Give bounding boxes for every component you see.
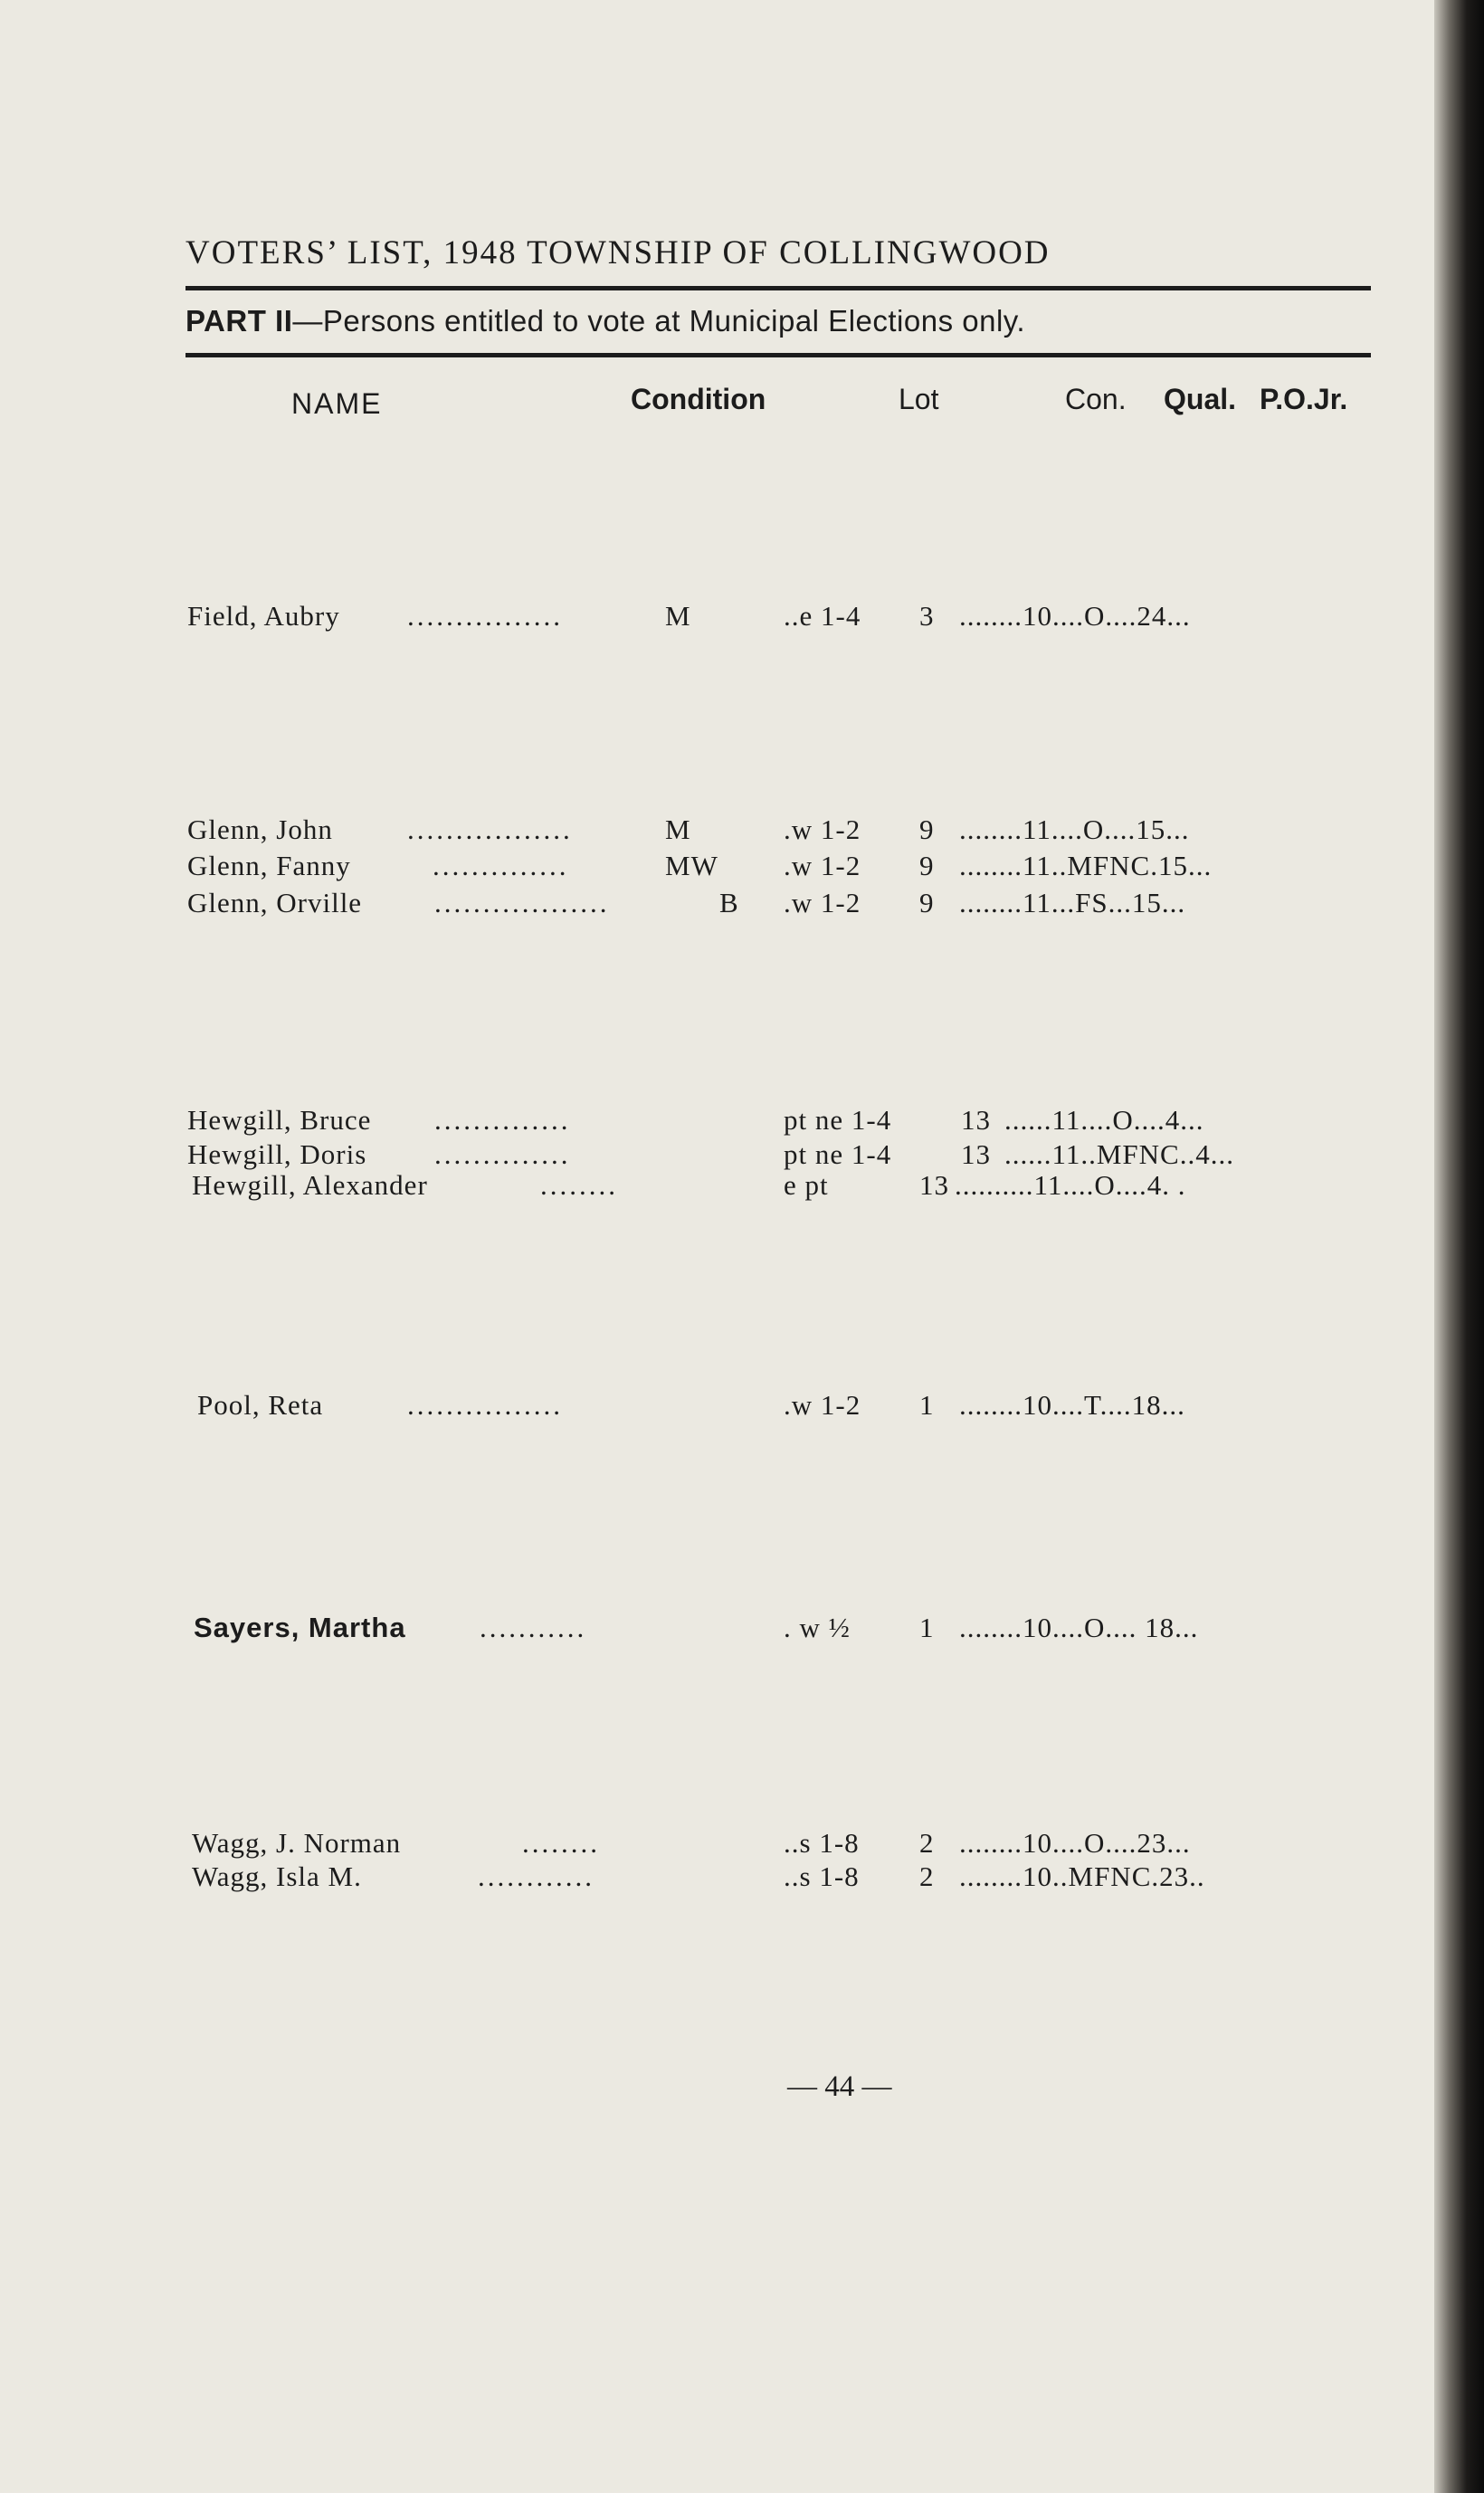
leader-dots: .............. xyxy=(434,1138,571,1170)
leader-dots: .................. xyxy=(434,887,610,918)
voter-name: Hewgill, Doris xyxy=(187,1138,367,1170)
leader-dots: ................ xyxy=(407,600,563,632)
voter-con: 9 xyxy=(919,887,935,918)
voter-qualification: ........10..MFNC.23.. xyxy=(959,1860,1205,1892)
voter-con: 9 xyxy=(919,850,935,881)
list-item xyxy=(0,600,1434,636)
column-header-name: NAME xyxy=(291,387,383,420)
page-title: VOTERS’ LIST, 1948 TOWNSHIP OF COLLINGWOOD xyxy=(186,234,1051,271)
column-header-pojr: P.O.Jr. xyxy=(1260,383,1348,415)
voter-condition: B xyxy=(719,887,739,918)
voter-condition: MW xyxy=(665,850,718,881)
voter-con: 1 xyxy=(919,1389,935,1421)
list-item xyxy=(0,1860,1434,1897)
voter-condition: M xyxy=(665,814,691,845)
page-number: — 44 — xyxy=(787,2070,892,2103)
voter-qualification: ........10....O....23... xyxy=(959,1827,1191,1859)
voter-con: 2 xyxy=(919,1860,935,1892)
voter-con: 1 xyxy=(919,1612,935,1643)
voter-qualification: ........11...FS...15... xyxy=(959,887,1186,918)
voter-lot: pt ne 1-4 xyxy=(784,1104,892,1136)
leader-dots: ................. xyxy=(407,814,573,845)
voter-qualification: ........11....O....15... xyxy=(959,814,1190,845)
list-item xyxy=(0,887,1434,923)
voter-name: Glenn, Fanny xyxy=(187,850,351,881)
voter-con: 13 xyxy=(961,1104,991,1136)
column-header-qual: Qual. xyxy=(1164,383,1237,415)
column-header-condition: Condition xyxy=(631,383,766,415)
voter-lot: e pt xyxy=(784,1169,829,1201)
voter-name: Glenn, John xyxy=(187,814,333,845)
voter-con: 2 xyxy=(919,1827,935,1859)
voter-con: 9 xyxy=(919,814,935,845)
voter-name: Wagg, Isla M. xyxy=(192,1860,362,1892)
voter-qualification: ........10....O....24... xyxy=(959,600,1191,632)
voter-lot: .w 1-2 xyxy=(784,887,861,918)
voter-lot: ..s 1-8 xyxy=(784,1860,860,1892)
voter-qualification: ......11....O....4... xyxy=(1004,1104,1204,1136)
voter-qualification: ..........11....O....4. . xyxy=(955,1169,1186,1201)
column-header-con: Con. xyxy=(1065,383,1127,415)
part-description: —Persons entitled to vote at Municipal Elections only. xyxy=(292,304,1026,338)
list-item xyxy=(0,1827,1434,1863)
leader-dots: ................ xyxy=(407,1389,563,1421)
list-item xyxy=(0,1389,1434,1425)
voter-lot: ..e 1-4 xyxy=(784,600,861,632)
voter-lot: .w 1-2 xyxy=(784,1389,861,1421)
leader-dots: ........... xyxy=(480,1612,587,1643)
book-binding-edge xyxy=(1434,0,1484,2493)
voter-con: 13 xyxy=(919,1169,949,1201)
voter-lot: ..s 1-8 xyxy=(784,1827,860,1859)
voter-lot: .w 1-2 xyxy=(784,850,861,881)
leader-dots: ............ xyxy=(478,1860,595,1892)
voter-lot: pt ne 1-4 xyxy=(784,1138,892,1170)
voter-name: Pool, Reta xyxy=(197,1389,324,1421)
voter-qualification: ......11..MFNC..4... xyxy=(1004,1138,1234,1170)
voter-lot: .w 1-2 xyxy=(784,814,861,845)
voter-qualification: ........10....T....18... xyxy=(959,1389,1185,1421)
leader-dots: ........ xyxy=(522,1827,600,1859)
leader-dots: .............. xyxy=(434,1104,571,1136)
voter-qualification: ........11..MFNC.15... xyxy=(959,850,1213,881)
voter-name: Field, Aubry xyxy=(187,600,340,632)
leader-dots: .............. xyxy=(433,850,569,881)
list-item xyxy=(0,1169,1434,1205)
list-item xyxy=(0,1104,1434,1140)
voter-lot: . w ½ xyxy=(784,1612,851,1643)
leader-dots: ........ xyxy=(540,1169,618,1201)
voter-con: 3 xyxy=(919,600,935,632)
column-header-lot: Lot xyxy=(899,383,939,415)
list-item xyxy=(0,1612,1434,1648)
voter-con: 13 xyxy=(961,1138,991,1170)
voter-name: Glenn, Orville xyxy=(187,887,363,918)
list-item xyxy=(0,850,1434,886)
voter-name: Hewgill, Bruce xyxy=(187,1104,372,1136)
voter-name: Wagg, J. Norman xyxy=(192,1827,402,1859)
list-item xyxy=(0,814,1434,850)
voter-name: Sayers, Martha xyxy=(194,1612,406,1643)
voter-qualification: ........10....O.... 18... xyxy=(959,1612,1199,1643)
part-label: PART II xyxy=(186,304,293,338)
voter-condition: M xyxy=(665,600,691,632)
voter-name: Hewgill, Alexander xyxy=(192,1169,428,1201)
